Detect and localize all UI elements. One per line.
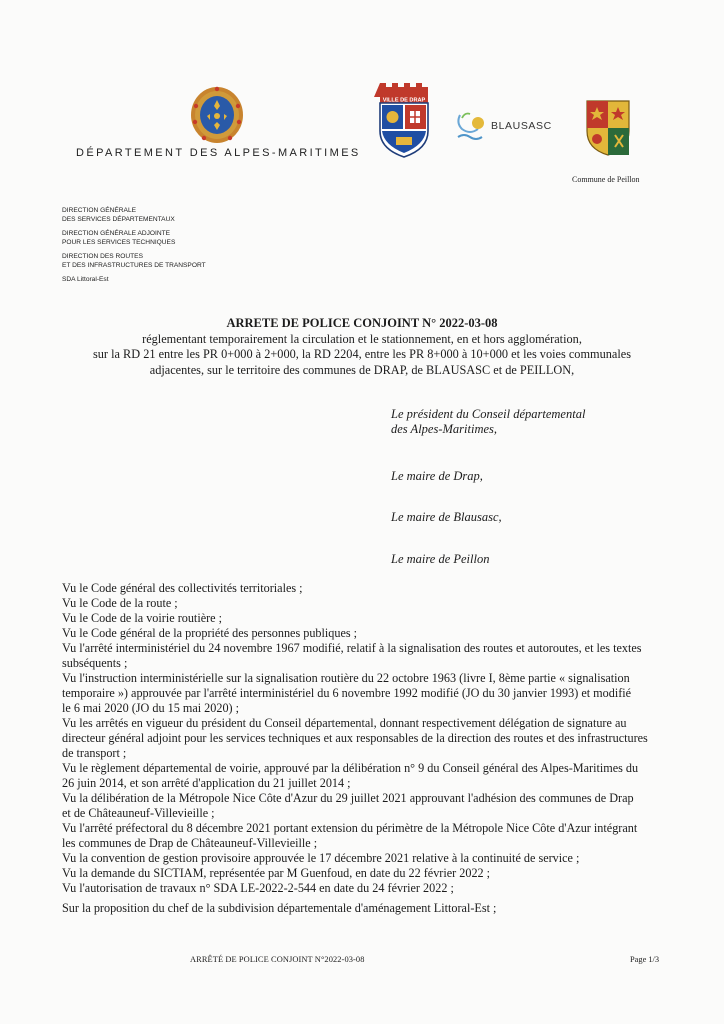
decree-title-block [40, 316, 684, 378]
directions-list [62, 206, 206, 289]
considerant-line: Vu les arrêtés en vigueur du président du Conseil départemental, donnant respectivement délégation de signature au [62, 716, 627, 730]
decree-subtitle-line: réglementant temporairement la circulation et le stationnement, en et hors agglomération, [142, 331, 582, 346]
direction-block [62, 229, 206, 247]
considerant-line: Vu l'arrêté interministériel du 24 novembre 1967 modifié, relatif à la signalisation des routes et autoroutes, et les textes [62, 641, 642, 655]
signatory-president [391, 407, 585, 437]
direction-line: ET DES INFRASTRUCTURES DE TRANSPORT [62, 262, 206, 269]
proposition-line: Sur la proposition du chef de la subdivision départementale d'aménagement Littoral-Est ; [62, 901, 497, 915]
blausasc-name: BLAUSASC [491, 120, 552, 132]
considerant-line: Vu la demande du SICTIAM, représentée par M Guenfoud, en date du 22 février 2022 ; [62, 866, 491, 880]
considerant-line: Vu l'autorisation de travaux n° SDA LE-2022-2-544 en date du 24 février 2022 ; [62, 881, 454, 895]
considerant-line: temporaire ») approuvée par l'arrêté interministériel du 6 novembre 1992 modifié (JO du 30 janvier 1993) et modifié [62, 686, 632, 700]
direction-line: DIRECTION GÉNÉRALE ADJOINTE [62, 230, 171, 237]
peillon-crest-icon [585, 99, 631, 157]
direction-block [62, 275, 206, 284]
direction-line: DES SERVICES DÉPARTEMENTAUX [62, 216, 175, 223]
signatory-line: Le maire de Blausasc, [391, 510, 502, 524]
direction-line: DIRECTION GÉNÉRALE [62, 207, 137, 214]
page-number: Page 1/3 [630, 955, 660, 964]
considerant-line: subséquents ; [62, 656, 128, 670]
considerant-line: le 6 mai 2020 (JO du 15 mai 2020) ; [62, 701, 240, 715]
considerant-line: Vu le Code général de la propriété des personnes publiques ; [62, 626, 358, 640]
considerant-line: et de Châteauneuf-Villevieille ; [62, 806, 215, 820]
department-name: DÉPARTEMENT DES ALPES-MARITIMES [76, 147, 361, 159]
considerant-line: de transport ; [62, 746, 127, 760]
signatory-line: Le président du Conseil départemental [391, 407, 586, 421]
signatory-mayor-blausasc [391, 510, 502, 525]
footer-reference: ARRÊTÉ DE POLICE CONJOINT N°2022-03-08 [190, 955, 365, 964]
drap-banner-text: VILLE DE DRAP [382, 97, 426, 104]
blausasc-logo-icon [454, 109, 488, 143]
direction-line: DIRECTION DES ROUTES [62, 253, 143, 260]
direction-block [62, 206, 206, 224]
considerants [62, 581, 702, 916]
signatory-mayor-peillon [391, 552, 489, 567]
signatory-line: Le maire de Drap, [391, 469, 483, 483]
direction-block [62, 252, 206, 270]
considerant-line: Vu le Code de la route ; [62, 596, 178, 610]
considerant-line: directeur général adjoint pour les services techniques et aux responsables de la direction des routes et des infrastructures [62, 731, 648, 745]
considerant-line: Vu le Code de la voirie routière ; [62, 611, 223, 625]
direction-line: POUR LES SERVICES TECHNIQUES [62, 239, 176, 246]
considerant-line: Vu le Code général des collectivités territoriales ; [62, 581, 303, 595]
considerant-line: les communes de Drap de Châteauneuf-Villevieille ; [62, 836, 318, 850]
considerant-line: Vu le règlement départemental de voirie, approuvé par la délibération n° 9 du Conseil général des Alpes-Maritimes du [62, 761, 639, 775]
peillon-caption: Commune de Peillon [572, 175, 640, 184]
decree-title: ARRETE DE POLICE CONJOINT N° 2022-03-08 [226, 316, 498, 330]
signatory-line: des Alpes-Maritimes, [391, 422, 498, 436]
decree-subtitle-line: adjacentes, sur le territoire des communes de DRAP, de BLAUSASC et de PEILLON, [149, 362, 575, 377]
considerant-line: Vu la convention de gestion provisoire approuvée le 17 décembre 2021 relative à la continuité de service ; [62, 851, 580, 865]
signatory-mayor-drap [391, 469, 483, 484]
considerant-line: Vu la délibération de la Métropole Nice Côte d'Azur du 29 juillet 2021 approuvant l'adhésion des communes de Drap [62, 791, 634, 805]
department-logo-icon [190, 86, 244, 144]
considerant-line: Vu l'arrêté préfectoral du 8 décembre 2021 portant extension du périmètre de la Métropole Nice Côte d'Azur intégrant [62, 821, 638, 835]
considerant-line: 26 juin 2014, et son arrêté d'application du 21 juillet 2014 ; [62, 776, 351, 790]
decree-subtitle-line: sur la RD 21 entre les PR 0+000 à 2+000, la RD 2204, entre les PR 8+000 à 10+000 et les voies communales [93, 347, 631, 361]
direction-line: SDA Littoral-Est [62, 276, 109, 283]
considerant-line: Vu l'instruction interministérielle sur la signalisation routière du 22 octobre 1963 (livre I, 8ème partie « signalisation [62, 671, 630, 685]
signatory-line: Le maire de Peillon [391, 552, 490, 566]
drap-crest-icon [374, 81, 434, 159]
